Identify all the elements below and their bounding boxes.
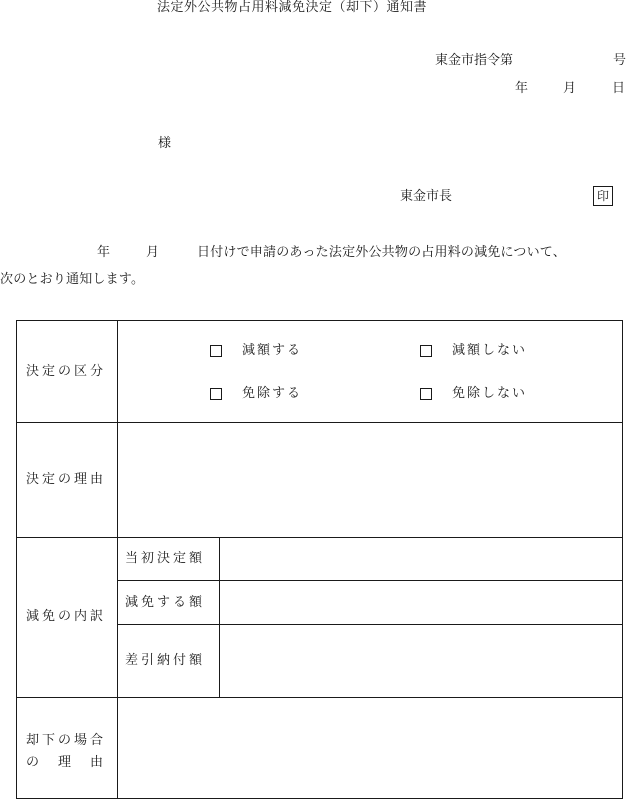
- option-label: 減額しない: [452, 343, 528, 358]
- option-label: 免除しない: [452, 386, 528, 401]
- seal-text: 印: [596, 189, 609, 203]
- option-reduce[interactable]: [210, 344, 302, 357]
- body-month-label: 月: [146, 245, 160, 260]
- option-label: 免除する: [242, 386, 303, 401]
- row-divider: [17, 422, 622, 423]
- document-number-suffix: 号: [613, 53, 627, 68]
- date-year-label: 年: [515, 81, 529, 96]
- rejection-reason-label-line2: の 理 由: [26, 755, 107, 770]
- body-year-label: 年: [97, 245, 111, 260]
- option-label: 減額する: [242, 343, 303, 358]
- checkbox-icon[interactable]: [210, 388, 222, 400]
- body-text: 日付けで申請のあった法定外公共物の占用料の減免について、: [197, 245, 566, 260]
- reduction-amount-label: 減免する額: [125, 595, 206, 610]
- option-no-exempt[interactable]: [420, 387, 527, 400]
- addressee-honorific: 様: [158, 136, 172, 151]
- seal-mark: [593, 186, 613, 206]
- option-no-reduce[interactable]: [420, 344, 527, 357]
- decision-reason-label: 決定の理由: [26, 472, 107, 487]
- checkbox-icon[interactable]: [420, 345, 432, 357]
- decision-table: [16, 320, 623, 799]
- row-divider: [117, 580, 622, 581]
- body-text-line2: 次のとおり通知します。: [0, 272, 145, 287]
- rejection-reason-label: 却下の場合: [26, 733, 107, 748]
- option-exempt[interactable]: [210, 387, 302, 400]
- checkbox-icon[interactable]: [420, 388, 432, 400]
- date-month-label: 月: [563, 81, 577, 96]
- decision-category-label: 決定の区分: [26, 364, 107, 379]
- date-day-label: 日: [612, 81, 626, 96]
- row-divider: [17, 537, 622, 538]
- row-divider: [17, 697, 622, 698]
- document-number-label: 東金市指令第: [435, 53, 514, 68]
- breakdown-label: 減免の内訳: [26, 609, 107, 624]
- column-divider: [117, 321, 118, 798]
- initial-amount-label: 当初決定額: [125, 551, 206, 566]
- column-divider: [219, 537, 220, 697]
- net-payment-label: 差引納付額: [125, 653, 206, 668]
- document-title: 法定外公共物占用料減免決定（却下）通知書: [157, 0, 428, 15]
- checkbox-icon[interactable]: [210, 345, 222, 357]
- row-divider: [117, 624, 622, 625]
- issuer-name: 東金市長: [400, 189, 453, 204]
